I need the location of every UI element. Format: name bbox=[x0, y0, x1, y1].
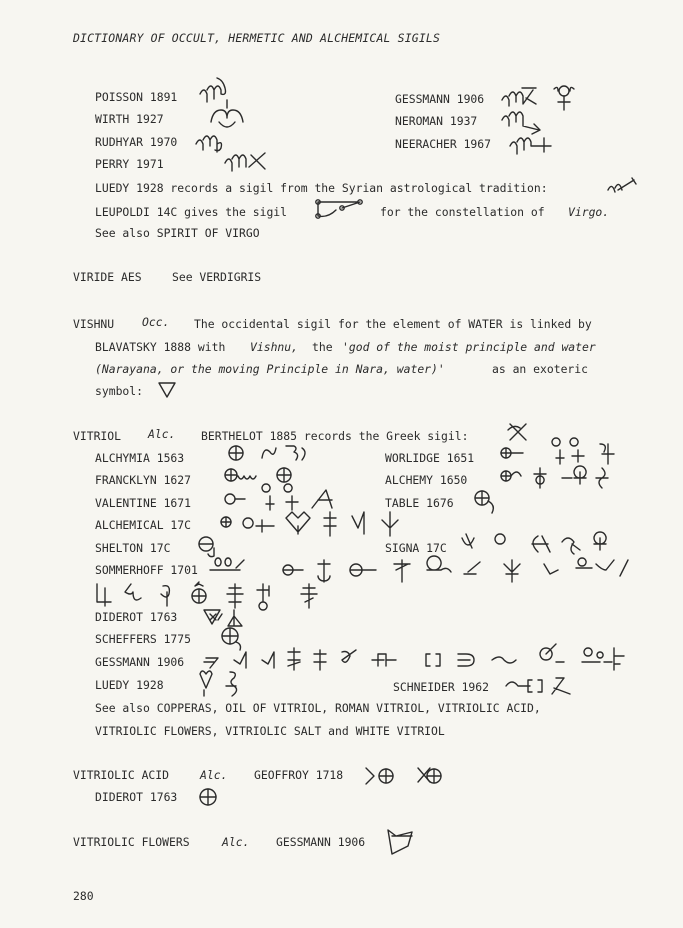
source-alchemical: ALCHEMICAL 17C bbox=[95, 518, 192, 532]
vitriolic-acid-sigils-geoffroy bbox=[364, 764, 450, 788]
source-gessmann-flowers: GESSMANN 1906 bbox=[276, 835, 366, 849]
vishnu-line-1: The occidental sigil for the element of WATER is linked by bbox=[194, 317, 592, 331]
vitriol-sigils-schneider bbox=[504, 672, 576, 698]
leupoldi-note-b: for the constellation of bbox=[380, 205, 545, 219]
virgo-sigil-wirth bbox=[205, 98, 249, 134]
source-wirth: WIRTH 1927 bbox=[95, 112, 164, 126]
source-schneider: SCHNEIDER 1962 bbox=[393, 680, 490, 694]
source-neeracher: NEERACHER 1967 bbox=[395, 137, 492, 151]
source-perry: PERRY 1971 bbox=[95, 157, 164, 171]
source-alchymia: ALCHYMIA 1563 bbox=[95, 451, 185, 465]
vitriol-sigils-alchymia bbox=[226, 440, 320, 466]
source-gessmann-vitriol: GESSMANN 1906 bbox=[95, 655, 185, 669]
vitriol-see-also-2: VITRIOLIC FLOWERS, VITRIOLIC SALT and WHITE VITRIOL bbox=[95, 724, 445, 738]
luedy-syrian-note: LUEDY 1928 records a sigil from the Syrian astrological tradition: bbox=[95, 181, 548, 195]
entry-vitriol: VITRIOL bbox=[73, 429, 122, 443]
vitriolic-flowers-sigil bbox=[384, 826, 418, 858]
vitriolic-acid-sigil-diderot bbox=[196, 785, 222, 809]
source-shelton: SHELTON 17C bbox=[95, 541, 171, 555]
source-diderot-acid: DIDEROT 1763 bbox=[95, 790, 178, 804]
vitriol-sigils-alchemy bbox=[498, 464, 616, 490]
vitriol-sigils-gessmann bbox=[202, 638, 642, 674]
virgo-sigil-gessmann-b bbox=[552, 84, 576, 112]
virgo-sigil-neeracher bbox=[508, 132, 554, 160]
source-francklyn: FRANCKLYN 1627 bbox=[95, 473, 192, 487]
source-geoffroy: GEOFFROY 1718 bbox=[254, 768, 344, 782]
source-luedy-vitriol: LUEDY 1928 bbox=[95, 678, 164, 692]
leupoldi-note-virgo: Virgo. bbox=[568, 205, 610, 219]
vitriol-abbr: Alc. bbox=[148, 427, 176, 441]
virgo-sigil-perry bbox=[223, 149, 269, 175]
page-number: 280 bbox=[73, 889, 94, 903]
vitriol-see-also-1: See also COPPERAS, OIL OF VITRIOL, ROMAN VITRIOL, VITRIOLIC ACID, bbox=[95, 701, 541, 715]
vishnu-line-3b: as an exoteric bbox=[492, 362, 589, 376]
vishnu-line-2a: BLAVATSKY 1888 with bbox=[95, 340, 226, 354]
source-signa: SIGNA 17C bbox=[385, 541, 447, 555]
vitriol-sigil-table bbox=[472, 487, 502, 515]
berthelot-note: BERTHELOT 1885 records the Greek sigil: bbox=[201, 429, 469, 443]
water-triangle-sigil bbox=[157, 381, 177, 399]
see-also-spirit-of-virgo: See also SPIRIT OF VIRGO bbox=[95, 226, 260, 240]
source-gessmann-virgo: GESSMANN 1906 bbox=[395, 92, 485, 106]
vitriolic-acid-abbr: Alc. bbox=[200, 768, 228, 782]
source-valentine: VALENTINE 1671 bbox=[95, 496, 192, 510]
entry-vitriolic-acid: VITRIOLIC ACID bbox=[73, 768, 170, 782]
virgo-constellation-sigil bbox=[312, 198, 368, 220]
virgo-sigil-syrian bbox=[606, 174, 640, 196]
vishnu-line-3: (Narayana, or the moving Principle in Nara, water)' bbox=[95, 362, 445, 376]
vitriol-sigils-worlidge bbox=[498, 440, 626, 466]
vishnu-line-2d: 'god of the moist principle and water bbox=[342, 340, 596, 354]
source-scheffers: SCHEFFERS 1775 bbox=[95, 632, 192, 646]
source-diderot: DIDEROT 1763 bbox=[95, 610, 178, 624]
entry-vitriolic-flowers: VITRIOLIC FLOWERS bbox=[73, 835, 190, 849]
source-table: TABLE 1676 bbox=[385, 496, 454, 510]
viride-see-verdigris: See VERDIGRIS bbox=[172, 270, 262, 284]
source-poisson: POISSON 1891 bbox=[95, 90, 178, 104]
source-neroman: NEROMAN 1937 bbox=[395, 114, 478, 128]
vishnu-line-2c: the bbox=[312, 340, 333, 354]
vitriol-sigils-luedy bbox=[196, 668, 244, 700]
source-sommerhoff: SOMMERHOFF 1701 bbox=[95, 563, 198, 577]
vishnu-abbr: Occ. bbox=[142, 315, 170, 329]
leupoldi-note-a: LEUPOLDI 14C gives the sigil bbox=[95, 205, 288, 219]
source-alchemy: ALCHEMY 1650 bbox=[385, 473, 468, 487]
vishnu-line-2b: Vishnu, bbox=[250, 340, 299, 354]
entry-vishnu: VISHNU bbox=[73, 317, 115, 331]
vitriol-sigils-francklyn bbox=[222, 464, 294, 486]
entry-viride-aes: VIRIDE AES bbox=[73, 270, 142, 284]
running-title: DICTIONARY OF OCCULT, HERMETIC AND ALCHEMICAL SIGILS bbox=[73, 31, 441, 45]
vitriolic-flowers-abbr: Alc. bbox=[222, 835, 250, 849]
source-worlidge: WORLIDGE 1651 bbox=[385, 451, 475, 465]
vishnu-line-4: symbol: bbox=[95, 384, 144, 398]
vitriol-sigils-alchemical bbox=[216, 508, 412, 538]
source-rudhyar: RUDHYAR 1970 bbox=[95, 135, 178, 149]
